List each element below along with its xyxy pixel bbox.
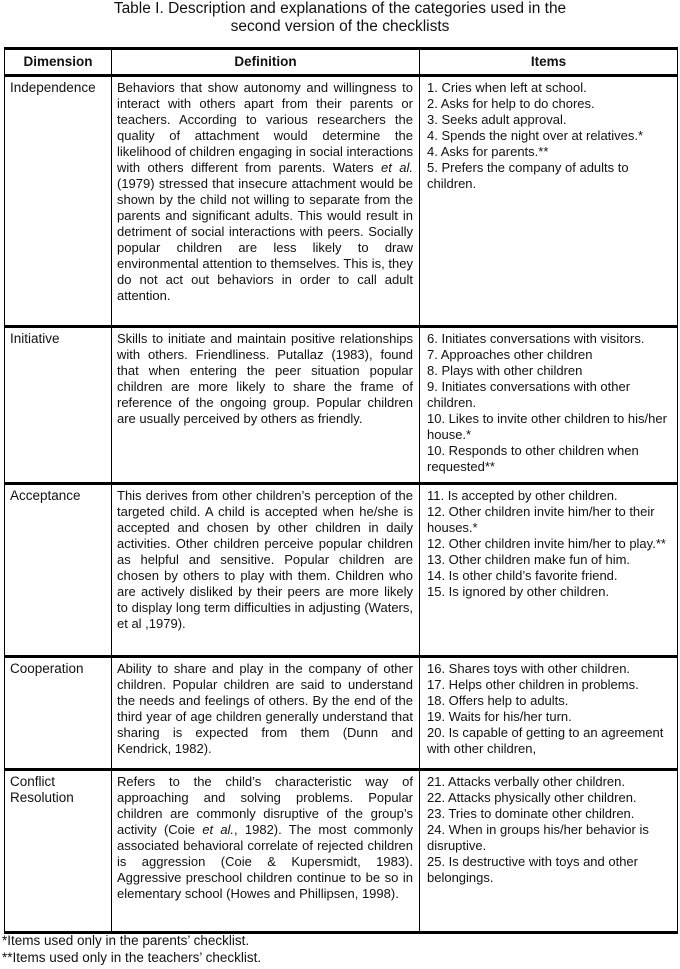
definition-cell xyxy=(112,484,420,657)
list-item: 8. Plays with other children xyxy=(427,363,583,378)
categories-table xyxy=(4,47,678,934)
list-item: 22. Attacks physically other children. xyxy=(427,790,637,805)
definition-cell xyxy=(112,327,420,484)
list-item: 13. Other children make fun of him. xyxy=(427,552,631,567)
list-item: 25. Is destructive with toys and other belongings. xyxy=(427,854,638,885)
header-dimension: Dimension xyxy=(5,49,112,76)
definition-text: Behaviors that show autonomy and willingness to interact with others apart from their parents or teachers. According to various researchers the quality of attachment would determine the likelihood of children engaging in social interactions with others different from parents. Waters xyxy=(117,80,413,175)
list-item: 4. Asks for parents.** xyxy=(427,144,549,159)
dimension-cell: Conflict Resolution xyxy=(5,770,112,933)
items-cell xyxy=(420,327,678,484)
definition-text: , 1982). The most commonly associated behavioral correlate of rejected children is aggression (Coie & Kupersmidt, 1983). Aggressive preschool children continue to be so in elementary school (Howes and Phillipsen, 1998). xyxy=(117,822,413,901)
list-item: 12. Other children invite him/her to play.** xyxy=(427,536,666,551)
items-cell xyxy=(420,657,678,770)
definition-cell xyxy=(112,76,420,327)
list-item: 18. Offers help to adults. xyxy=(427,693,569,708)
dimension-cell: Acceptance xyxy=(5,484,112,657)
list-item: 10. Responds to other children when requested** xyxy=(427,443,639,474)
table-row-initiative xyxy=(5,327,678,484)
caption-line-2: second version of the checklists xyxy=(230,18,450,35)
table-row-conflict-resolution xyxy=(5,770,678,933)
list-item: 17. Helps other children in problems. xyxy=(427,677,639,692)
items-cell xyxy=(420,76,678,327)
header-row xyxy=(5,49,678,76)
definition-text: Refers to the child’s characteristic way of approaching and solving problems. Popular children are commonly disruptive of the group’s activity (Coie xyxy=(117,774,413,837)
definition-cell xyxy=(112,770,420,933)
dimension-cell: Cooperation xyxy=(5,657,112,770)
list-item: 24. When in groups his/her behavior is disruptive. xyxy=(427,822,649,853)
table-row-independence xyxy=(5,76,678,327)
header-definition: Definition xyxy=(112,49,420,76)
footnote-parents: *Items used only in the parents’ checklist. xyxy=(2,933,250,948)
list-item: 16. Shares toys with other children. xyxy=(427,661,631,676)
definition-text: Skills to initiate and maintain positive relationships with others. Friendliness. Putallaz (1983), found that when entering the peer situation popular children are more likely to share the frame of reference of the ongoing group. Popular children are usually perceived by others as friendly. xyxy=(117,331,413,426)
definition-text: (1979) stressed that insecure attachment would be shown by the child not willing to separate from the parents and significant adults. This would result in detriment of social interactions with peers. Socially popular children are less likely to draw environmental attention to themselves. This is, they do not act out behaviors in order to call adult attention. xyxy=(117,176,413,303)
list-item: 23. Tries to dominate other children. xyxy=(427,806,635,821)
dimension-cell: Initiative xyxy=(5,327,112,484)
definition-italic: et al. xyxy=(381,160,413,175)
items-cell xyxy=(420,770,678,933)
table-row-cooperation xyxy=(5,657,678,770)
list-item: 10. Likes to invite other children to his/her house.* xyxy=(427,411,667,442)
table-row-acceptance xyxy=(5,484,678,657)
definition-text: This derives from other children’s perception of the targeted child. A child is accepted when he/she is accepted and chosen by other children in daily activities. Other children perceive popular children as helpful and sensitive. Popular children are chosen by others to play with them. Children who are actively disliked by their peers are more likely to display long term difficulties in adjusting (Waters, et al ,1979). xyxy=(117,488,413,631)
list-item: 2. Asks for help to do chores. xyxy=(427,96,595,111)
list-item: 6. Initiates conversations with visitors. xyxy=(427,331,645,346)
footnote-teachers: **Items used only in the teachers’ checklist. xyxy=(2,950,262,965)
list-item: 14. Is other child’s favorite friend. xyxy=(427,568,618,583)
dimension-cell: Independence xyxy=(5,76,112,327)
list-item: 12. Other children invite him/her to their houses.* xyxy=(427,504,655,535)
list-item: 7. Approaches other children xyxy=(427,347,593,362)
items-cell xyxy=(420,484,678,657)
header-items: Items xyxy=(420,49,678,76)
list-item: 21. Attacks verbally other children. xyxy=(427,774,625,789)
list-item: 20. Is capable of getting to an agreement with other children, xyxy=(427,725,664,756)
list-item: 1. Cries when left at school. xyxy=(427,80,587,95)
list-item: 4. Spends the night over at relatives.* xyxy=(427,128,644,143)
list-item: 3. Seeks adult approval. xyxy=(427,112,567,127)
caption-line-1: Table I. Description and explanations of the categories used in the xyxy=(113,0,567,17)
list-item: 15. Is ignored by other children. xyxy=(427,584,610,599)
definition-cell xyxy=(112,657,420,770)
list-item: 19. Waits for his/her turn. xyxy=(427,709,572,724)
list-item: 11. Is accepted by other children. xyxy=(427,488,618,503)
definition-text: Ability to share and play in the company of other children. Popular children are said to understand the needs and feelings of others. By the end of the third year of age children generally understand that sharing is expected from them (Dunn and Kendrick, 1982). xyxy=(117,661,413,756)
definition-italic: et al. xyxy=(202,822,235,837)
list-item: 5. Prefers the company of adults to children. xyxy=(427,160,629,191)
list-item: 9. Initiates conversations with other children. xyxy=(427,379,631,410)
